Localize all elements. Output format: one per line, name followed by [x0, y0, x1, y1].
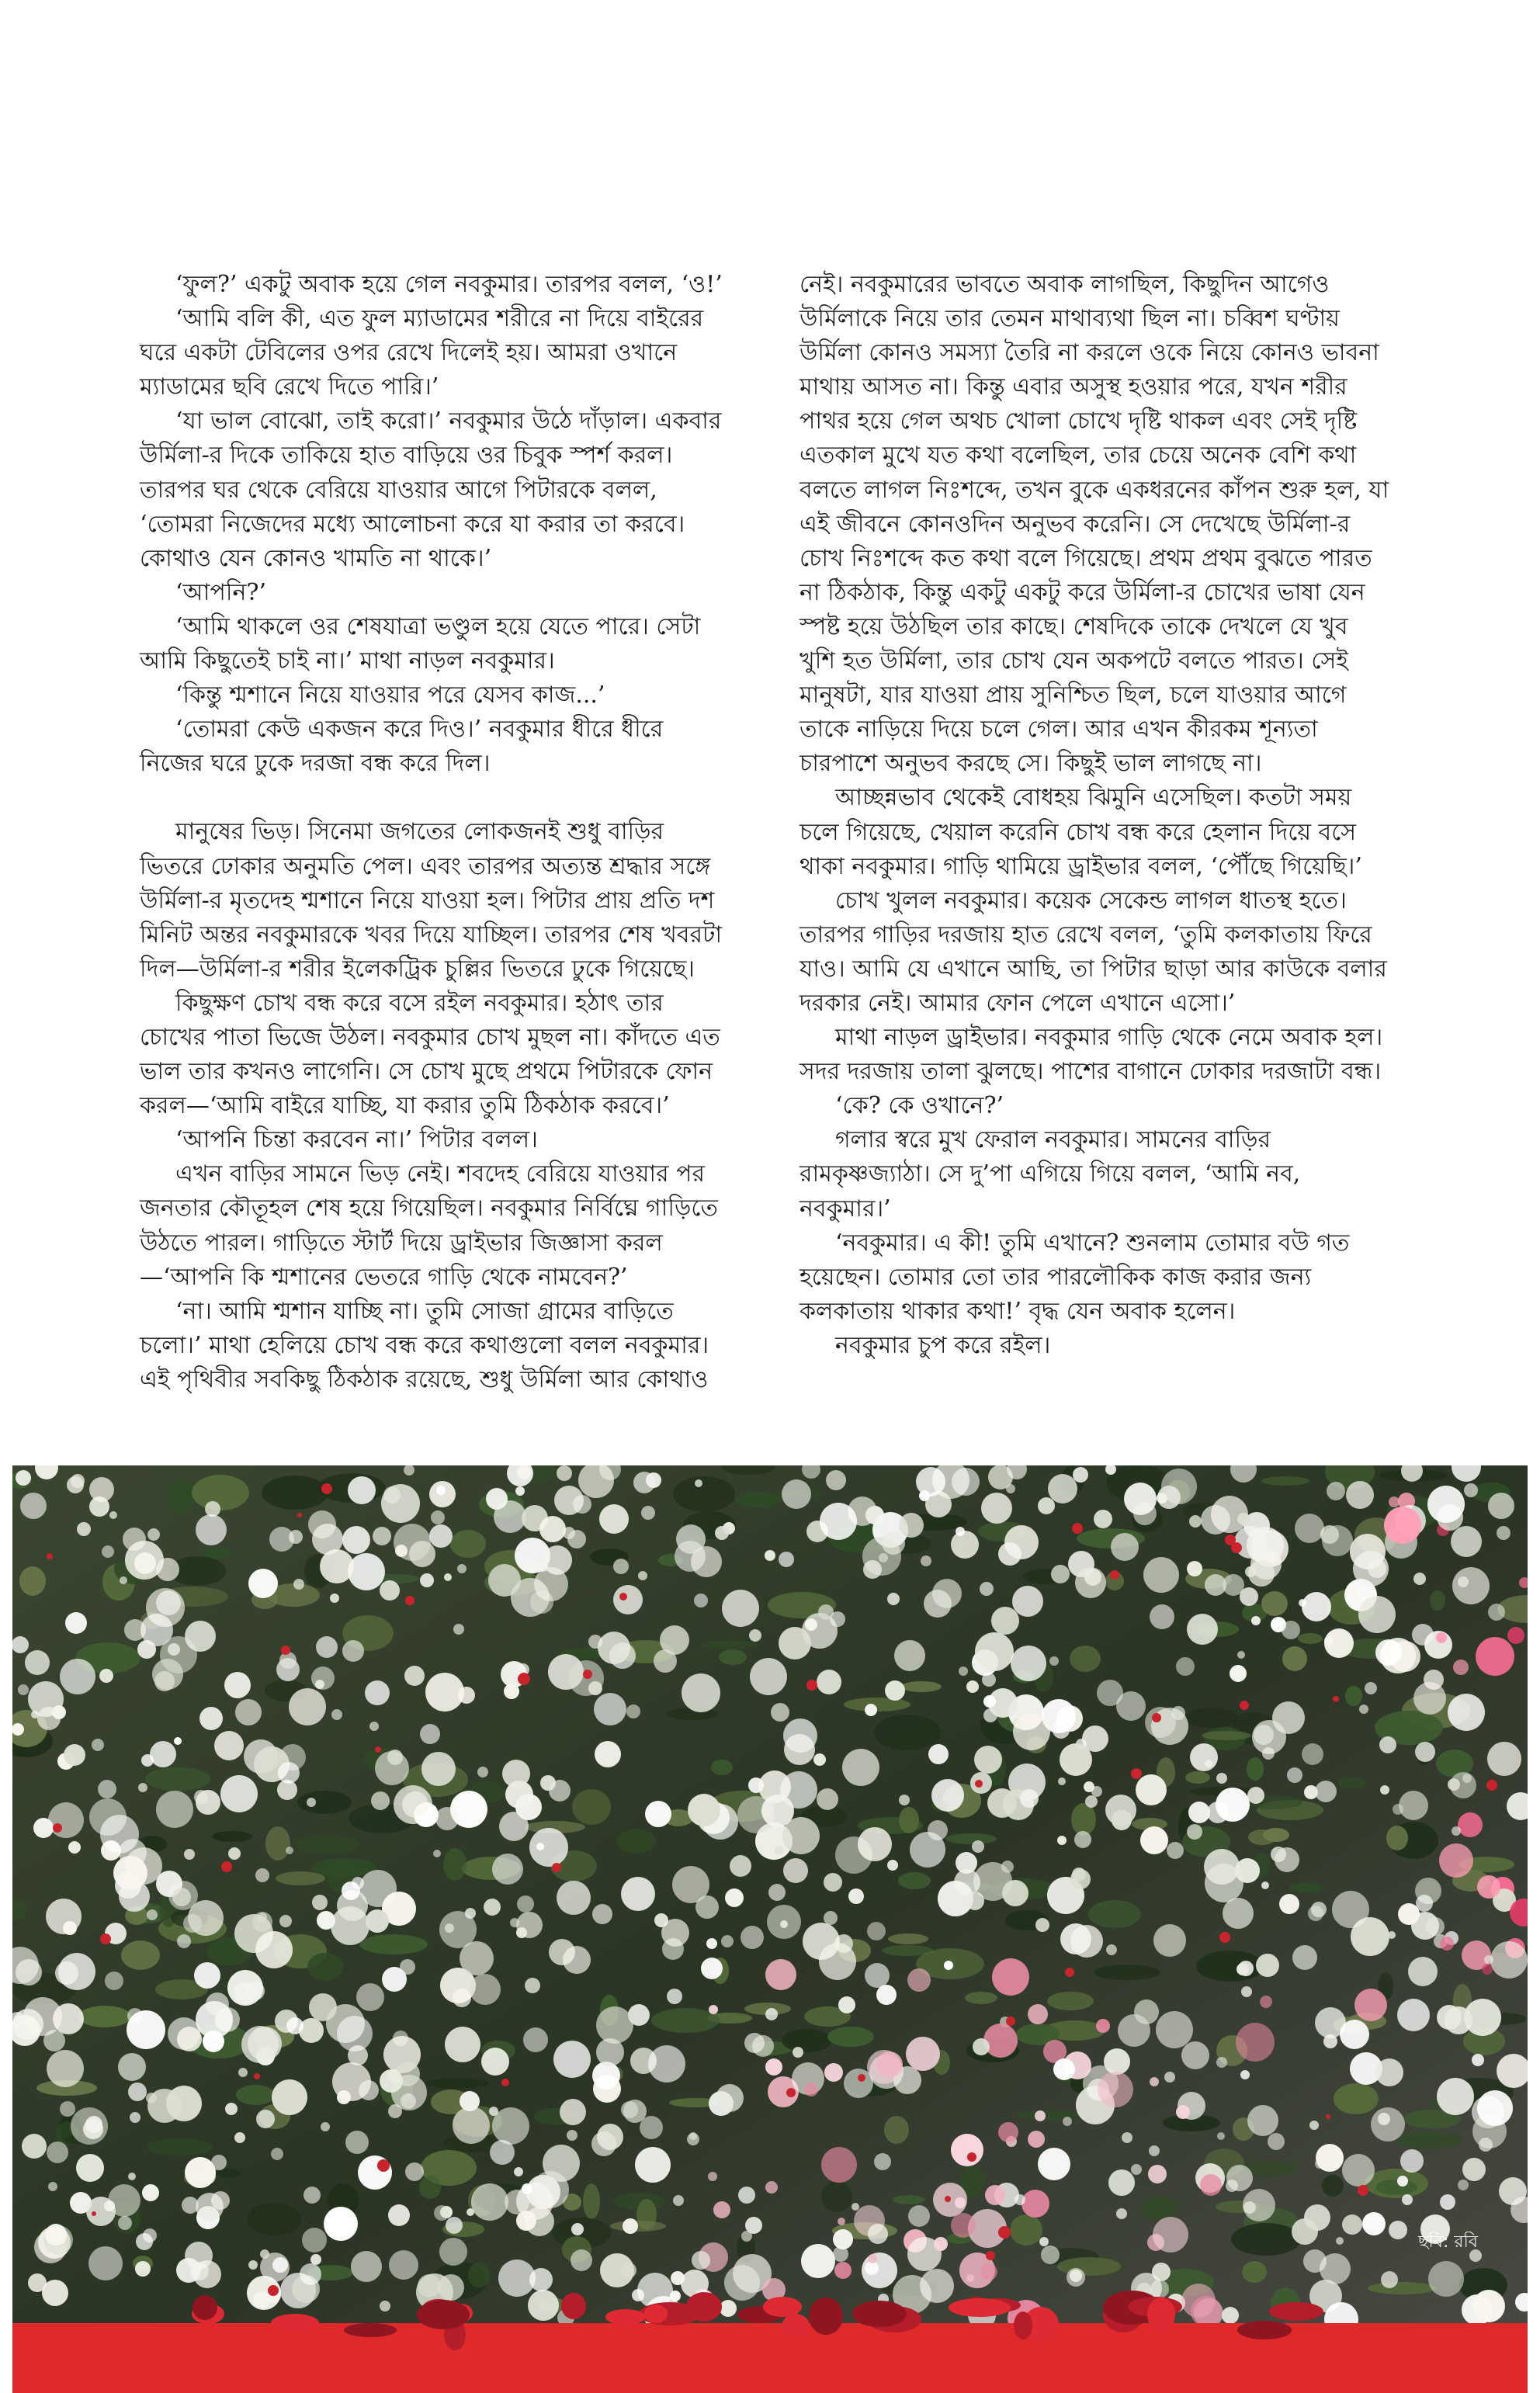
paragraph: ‘তোমরা কেউ একজন করে দিও।’ নবকুমার ধীরে ধীরে নিজের ঘরে ঢুকে দরজা বন্ধ করে দিল। [140, 716, 664, 778]
paragraph: ‘নবকুমার। এ কী! তুমি এখানে? শুনলাম তোমার বউ গত হয়েছেন। তোমার তো তার পারলৌকিক কাজ করার জন্য কলকাতায় থাকার কথা!’ বৃদ্ধ যেন অবাক হলেন। [799, 1229, 1350, 1325]
paragraph: কিছুক্ষণ চোখ বন্ধ করে বসে রইল নবকুমার। হঠাৎ তার চোখের পাতা ভিজে উঠল। নবকুমার চোখ মুছল না। কাঁদতে এত ভাল তার কখনও লাগেনি। সে চোখ মুছে প্রথমে পিটারকে ফোন করল—‘আমি বাইরে যাচ্ছি, যা করার তুমি ঠিকঠাক করবে।’ [140, 989, 720, 1120]
flowers-illustration [12, 1465, 1528, 2393]
paragraph: মানুষের ভিড়। সিনেমা জগতের লোকজনই শুধু বাড়ির ভিতরে ঢোকার অনুমতি পেল। এবং তারপর অত্যন্ত শ্রদ্ধার সঙ্গে উর্মিলা-র মৃতদেহ শ্মশানে নিয়ে যাওয়া হল। পিটার প্রায় প্রতি দশ মিনিট অন্তর নবকুমারকে খবর দিয়ে যাচ্ছিল। তারপর শেষ খবরটা দিল—উর্মিলা-র শরীর ইলেকট্রিক চুল্লির ভিতরে ঢুকে গিয়েছে। [140, 818, 723, 983]
paragraph: ‘ফুল?’ একটু অবাক হয়ে গেল নবকুমার। তারপর বলল, ‘ও!’ [175, 271, 723, 298]
paragraph: ‘আপনি চিন্তা করবেন না।’ পিটার বলল। [175, 1126, 538, 1154]
flower-painting [12, 1465, 1528, 2393]
paragraph: এখন বাড়ির সামনে ভিড় নেই। শবদেহ বেরিয়ে যাওয়ার পর জনতার কৌতূহল শেষ হয়ে গিয়েছিল। নবকুমার নির্বিঘ্নে গাড়িতে উঠতে পারল। গাড়িতে স্টার্ট দিয়ে ড্রাইভার জিজ্ঞাসা করল—‘আপনি কি শ্মশানের ভেতরে গাড়ি থেকে নামবেন?’ [140, 1160, 718, 1291]
paragraph: ‘আমি থাকলে ওর শেষযাত্রা ভণ্ডুল হয়ে যেতে পারে। সেটা আমি কিছুতেই চাই না।’ মাথা নাড়ল নবকুমার। [140, 612, 701, 675]
paragraph: মাথা নাড়ল ড্রাইভার। নবকুমার গাড়ি থেকে নেমে অবাক হল। সদর দরজায় তালা ঝুলছে। পাশের বাগানে ঢোকার দরজাটা বন্ধ। [799, 1024, 1383, 1086]
article-column-left [140, 268, 730, 1397]
paragraph: আচ্ছন্নভাব থেকেই বোধহয় ঝিমুনি এসেছিল। কতটা সময় চলে গিয়েছে, খেয়াল করেনি চোখ বন্ধ করে হেলান দিয়ে বসে থাকা নবকুমার। গাড়ি থামিয়ে ড্রাইভার বলল, ‘পৌঁছে গিয়েছি।’ [799, 784, 1362, 880]
paragraph: ‘যা ভাল বোঝো, তাই করো।’ নবকুমার উঠে দাঁড়াল। একবার উর্মিলা-র দিকে তাকিয়ে হাত বাড়িয়ে ওর চিবুক স্পর্শ করল। তারপর ঘর থেকে বেরিয়ে যাওয়ার আগে পিটারকে বলল, ‘তোমরা নিজেদের মধ্যে আলোচনা করে যা করার তা করবে। কোথাও যেন কোনও খামতি না থাকে।’ [140, 408, 722, 572]
photo-credit: ছবি: রবি [1418, 2232, 1478, 2252]
paragraph: ‘আমি বলি কী, এত ফুল ম্যাডামের শরীরে না দিয়ে বাইরের ঘরে একটা টেবিলের ওপর রেখে দিলেই হয়। আমরা ওখানে ম্যাডামের ছবি রেখে দিতে পারি।’ [140, 305, 704, 401]
paragraph: নবকুমার চুপ করে রইল। [835, 1331, 1051, 1359]
paragraph: ‘কিন্তু শ্মশানে নিয়ে যাওয়ার পরে যেসব কাজ...’ [175, 681, 605, 709]
paragraph: নেই। নবকুমারের ভাবতে অবাক লাগছিল, কিছুদিন আগেও উর্মিলাকে নিয়ে তার তেমন মাথাব্যথা ছিল না। চব্বিশ ঘণ্টায় উর্মিলা কোনও সমস্যা তৈরি না করলে ওকে নিয়ে কোনও ভাবনা মাথায় আসত না। কিন্তু এবার অসুস্থ হওয়ার পরে, যখন শরীর পাথর হয়ে গেল অথচ খোলা চোখে দৃষ্টি থাকল এবং সেই দৃষ্টি এতকাল মুখে যত কথা বলেছিল, তার চেয়ে অনেক বেশি কথা বলতে লাগল নিঃশব্দে, তখন বুকে একধরনের কাঁপন শুরু হল, যা এই জীবনে কোনওদিন অনুভব করেনি। সে দেখেছে উর্মিলা-র চোখ নিঃশব্দে কত কথা বলে গিয়েছে। প্রথম প্রথম বুঝতে পারত না ঠিকঠাক, কিন্তু একটু একটু করে উর্মিলা-র চোখের ভাষা যেন স্পষ্ট হয়ে উঠছিল তার কাছে। শেষদিকে তাকে দেখলে যে খুব খুশি হত উর্মিলা, তার চোখ যেন অকপটে বলতে পারত। সেই মানুষটা, যার যাওয়া প্রায় সুনিশ্চিত ছিল, চলে যাওয়ার আগে তাকে নাড়িয়ে দিয়ে চলে গেল। আর এখন কীরকম শূন্যতা চারপাশে অনুভব করছে সে। কিছুই ভাল লাগছে না। [799, 271, 1389, 778]
paragraph: চোখ খুলল নবকুমার। কয়েক সেকেন্ড লাগল ধাতস্থ হতে। তারপর গাড়ির দরজায় হাত রেখে বলল, ‘তুমি কলকাতায় ফিরে যাও। আমি যে এখানে আছি, তা পিটার ছাড়া আর কাউকে বলার দরকার নেই। আমার ফোন পেলে এখানে এসো।’ [799, 886, 1387, 1017]
paragraph: ‘আপনি?’ [175, 578, 267, 606]
paragraph: গলার স্বরে মুখ ফেরাল নবকুমার। সামনের বাড়ির রামকৃষ্ণজ্যাঠা। সে দু’পা এগিয়ে গিয়ে বলল, ‘আমি নব, নবকুমার।’ [799, 1126, 1301, 1223]
paragraph: ‘না। আমি শ্মশান যাচ্ছি না। তুমি সোজা গ্রামের বাড়িতে চলো।’ মাথা হেলিয়ে চোখ বন্ধ করে কথাগুলো বলল নবকুমার। এই পৃথিবীর সবকিছু ঠিকঠাক রয়েছে, শুধু উর্মিলা আর কোথাও [140, 1297, 709, 1393]
article-column-right [799, 268, 1389, 1363]
paragraph: ‘কে? কে ওখানে?’ [835, 1092, 1004, 1120]
